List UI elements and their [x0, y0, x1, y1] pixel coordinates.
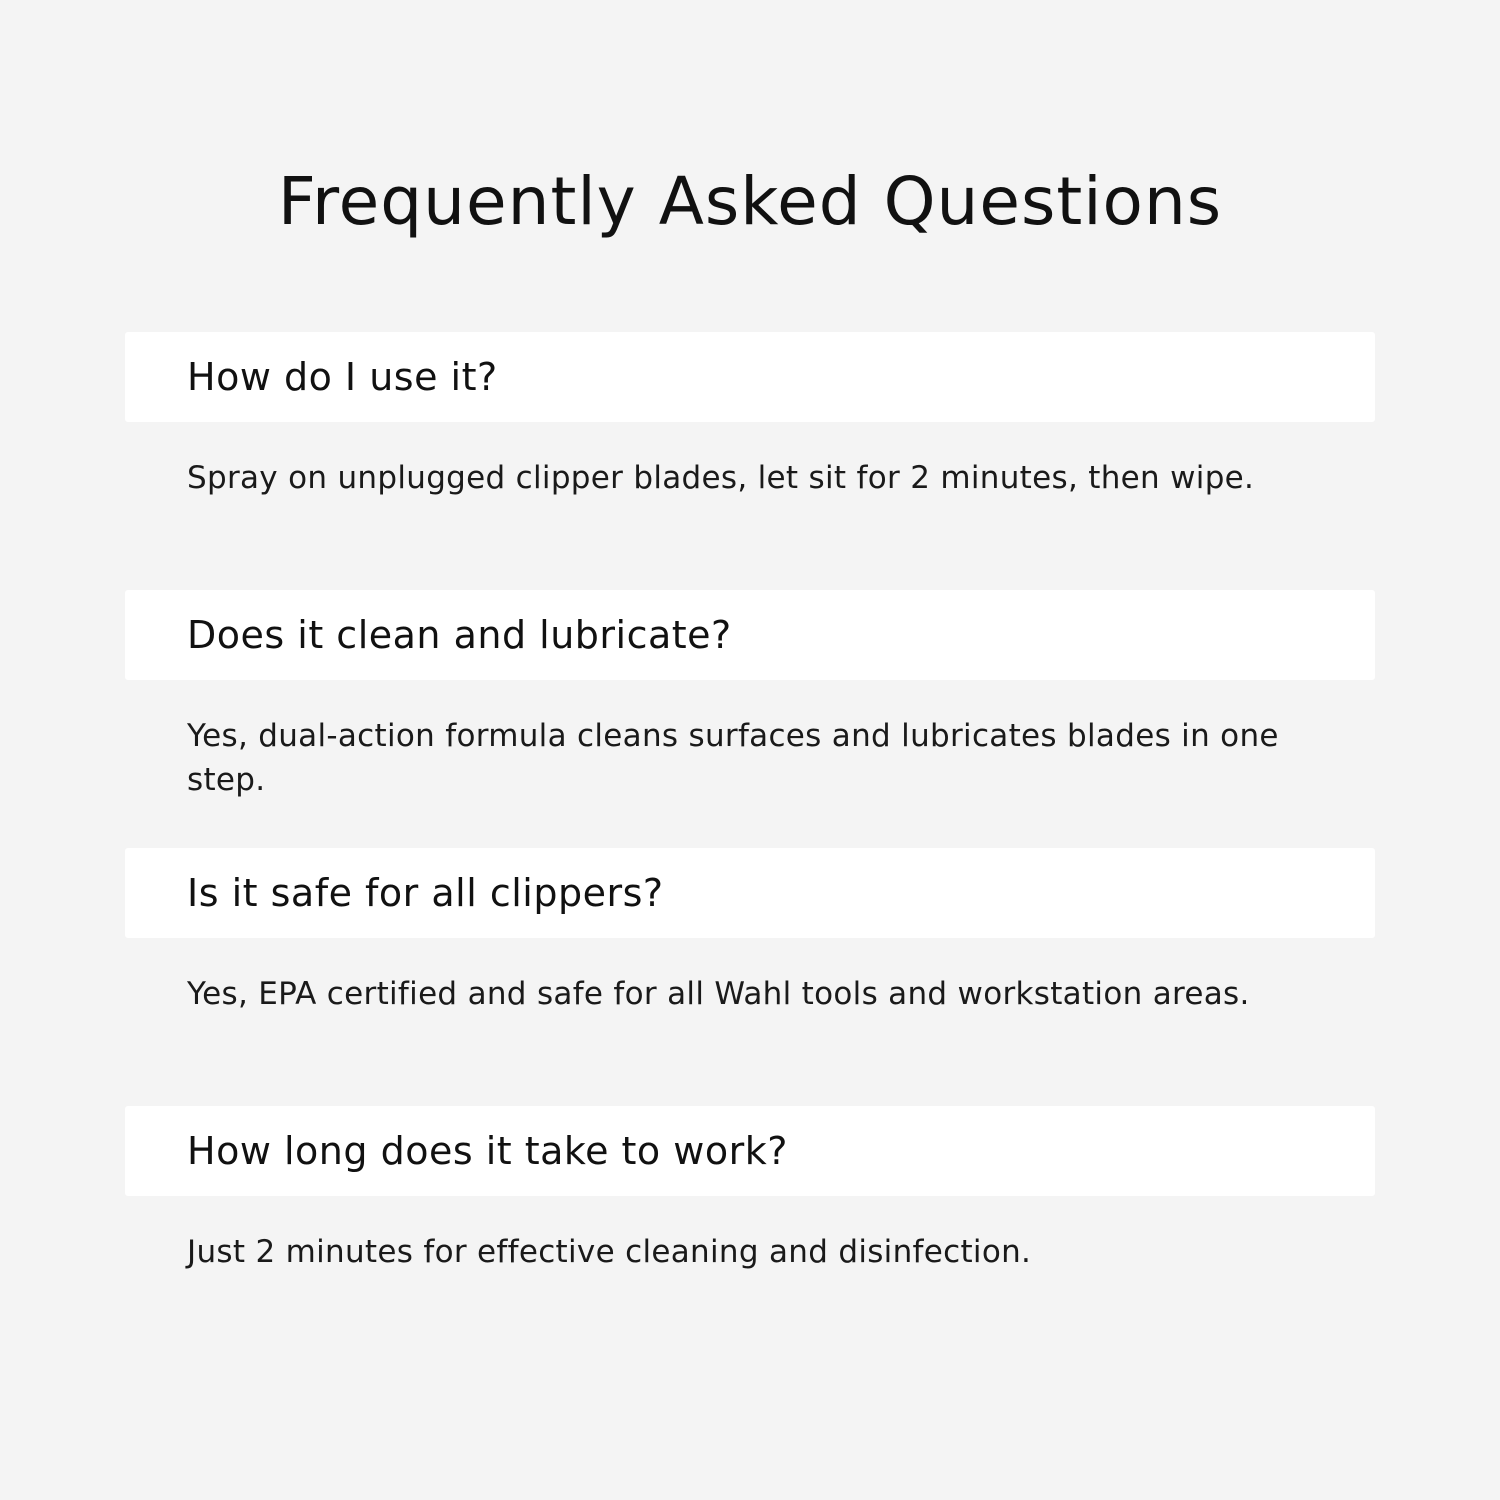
faq-question: Is it safe for all clippers? — [187, 871, 664, 915]
faq-question-box — [125, 332, 1375, 422]
faq-answer: Yes, dual-action formula cleans surfaces and lubricates blades in one step. — [187, 718, 1279, 798]
faq-question-box — [125, 590, 1375, 680]
faq-item — [125, 590, 1375, 848]
faq-answer: Spray on unplugged clipper blades, let sit for 2 minutes, then wipe. — [187, 460, 1255, 496]
faq-question: Does it clean and lubricate? — [187, 613, 732, 657]
faq-question-box — [125, 1106, 1375, 1196]
faq-answer: Just 2 minutes for effective cleaning and disinfection. — [187, 1234, 1032, 1270]
faq-item — [125, 848, 1375, 1106]
faq-list — [125, 332, 1375, 1364]
faq-question: How long does it take to work? — [187, 1129, 788, 1173]
faq-question-box — [125, 848, 1375, 938]
page-title: Frequently Asked Questions — [277, 163, 1223, 240]
faq-question: How do I use it? — [187, 355, 498, 399]
faq-item — [125, 332, 1375, 590]
faq-item — [125, 1106, 1375, 1364]
faq-answer: Yes, EPA certified and safe for all Wahl tools and workstation areas. — [187, 976, 1250, 1012]
